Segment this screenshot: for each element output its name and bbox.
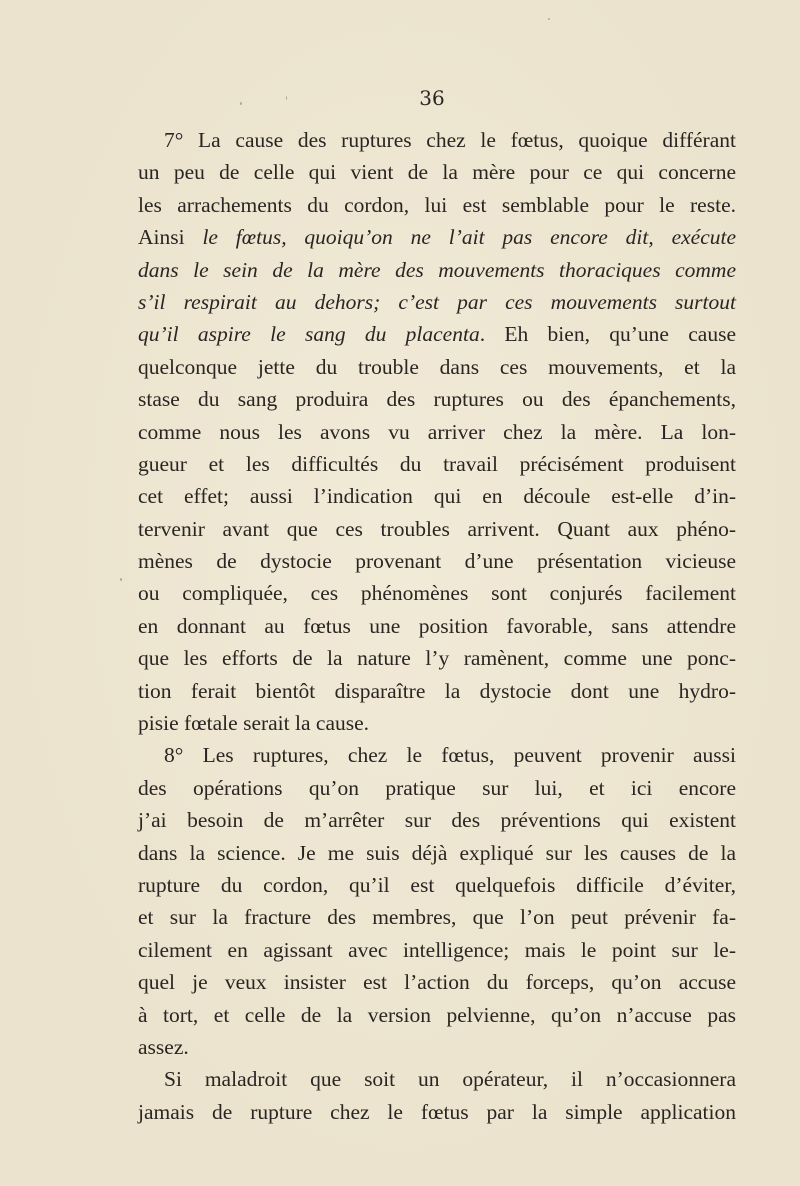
text-line: cilement en agissant avec intelligence; mais le point sur le- bbox=[138, 937, 736, 962]
text-line: 7° La cause des ruptures chez le fœtus, quoique différant bbox=[164, 128, 736, 152]
paper-speck bbox=[548, 18, 550, 20]
text-line: cet effet; aussi l’indication qui en découle est-elle d’in- bbox=[138, 484, 736, 509]
text-line: à tort, et celle de la version pelvienne, qu’on n’accuse pas bbox=[138, 1002, 736, 1027]
text-line: jamais de rupture chez le fœtus par la simple application bbox=[138, 1099, 736, 1124]
text-line: pisie fœtale serait la cause. bbox=[138, 711, 370, 736]
text-line: gueur et les difficultés du travail précisément produisent bbox=[138, 451, 736, 476]
text-line: les arrachements du cordon, lui est semblable pour le reste. bbox=[138, 192, 736, 217]
text-line: j’ai besoin de m’arrêter sur des préventions qui existent bbox=[138, 808, 736, 833]
text-line: en donnant au fœtus une position favorable, sans attendre bbox=[138, 613, 736, 638]
italic-text: dans le sein de la mère des mouvements thoraciques comme bbox=[138, 257, 736, 282]
text-segment: , bbox=[648, 225, 672, 250]
text-line bbox=[138, 286, 736, 318]
body-text bbox=[138, 124, 736, 1128]
text-line: comme nous les avons vu arriver chez la mère. La lon- bbox=[138, 419, 736, 444]
text-line: ou compliquée, ces phénomènes sont conjurés facilement bbox=[138, 581, 736, 606]
italic-text: qu’il aspire le sang du placenta bbox=[138, 322, 480, 347]
paper-speck bbox=[240, 102, 242, 105]
text-line: 8° Les ruptures, chez le fœtus, peuvent provenir aussi bbox=[164, 743, 736, 768]
page-number: 36 bbox=[419, 86, 445, 110]
text-line: mènes de dystocie provenant d’une présentation vicieuse bbox=[138, 549, 736, 574]
text-line: quelconque jette du trouble dans ces mouvements, et la bbox=[138, 354, 736, 379]
italic-text: s’il respirait au dehors; c’est par ces mouvements surtout bbox=[138, 289, 736, 314]
text-line: tervenir avant que ces troubles arrivent. Quant aux phéno- bbox=[138, 516, 736, 541]
text-line: dans la science. Je me suis déjà expliqué sur les causes de la bbox=[138, 840, 736, 865]
italic-text: exécute bbox=[671, 225, 737, 250]
italic-text: le fœtus, quoiqu’on ne l’ait pas encore dit bbox=[202, 225, 649, 250]
text-line: que les efforts de la nature l’y ramènent, comme une ponc- bbox=[138, 646, 736, 671]
text-line: rupture du cordon, qu’il est quelquefois difficile d’éviter, bbox=[138, 872, 736, 897]
text-line: quel je veux insister est l’action du forceps, qu’on accuse bbox=[138, 970, 736, 995]
paper-speck bbox=[120, 578, 122, 581]
text-line bbox=[138, 254, 736, 286]
text-line: tion ferait bientôt disparaître la dystocie dont une hydro- bbox=[138, 678, 736, 703]
text-line: stase du sang produira des ruptures ou des épanchements, bbox=[138, 387, 736, 412]
text-line bbox=[138, 221, 736, 253]
text-line: un peu de celle qui vient de la mère pour ce qui concerne bbox=[138, 160, 736, 185]
text-line: Si maladroit que soit un opérateur, il n’occasionnera bbox=[164, 1067, 736, 1092]
text-line: des opérations qu’on pratique sur lui, et ici encore bbox=[138, 775, 736, 800]
text-line bbox=[138, 318, 736, 350]
paper-speck bbox=[286, 96, 287, 100]
text-segment: Ainsi bbox=[138, 225, 203, 250]
text-line: et sur la fracture des membres, que l’on peut prévenir fa- bbox=[138, 905, 736, 930]
text-segment: . Eh bien, qu’une cause bbox=[479, 322, 736, 347]
text-line: assez. bbox=[138, 1034, 189, 1059]
